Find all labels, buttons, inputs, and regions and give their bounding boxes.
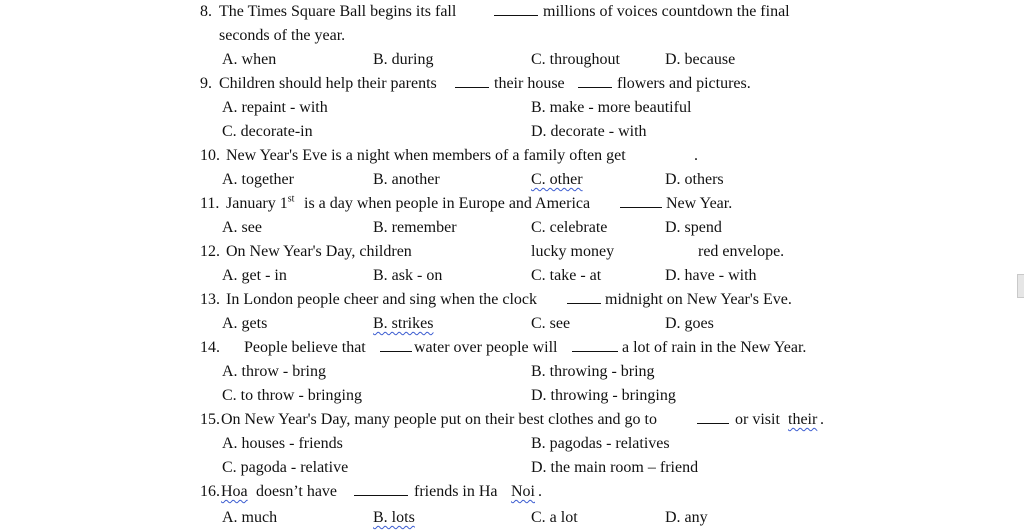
option-c: C. decorate-in	[222, 123, 313, 140]
option-d: D. spend	[665, 219, 722, 236]
question-number: 11.	[200, 195, 220, 212]
option-a: A. throw - bring	[222, 363, 326, 380]
option-c: C. a lot	[531, 509, 578, 526]
question-text: The Times Square Ball begins its fall	[219, 3, 457, 20]
question-number: 8.	[200, 3, 212, 20]
option-a: A. get - in	[222, 267, 287, 284]
option-c: C. see	[531, 315, 571, 332]
question-text: water over people will	[414, 339, 558, 356]
question-text: Noi	[511, 483, 535, 500]
option-d: D. throwing - bringing	[531, 387, 676, 404]
question-number: 15.	[200, 411, 220, 428]
option-b: B. another	[373, 171, 440, 188]
question-number: 13.	[200, 291, 220, 308]
question-text: .	[538, 483, 542, 500]
question-text: midnight on New Year's Eve.	[605, 291, 792, 308]
option-d: D. any	[665, 509, 708, 526]
question-text: Hoa	[221, 483, 248, 500]
option-b: B. lots	[373, 509, 415, 526]
question-number: 14.	[200, 339, 220, 356]
answer-blank	[455, 72, 489, 88]
option-d: D. goes	[665, 315, 714, 332]
question-text: or visit	[735, 411, 780, 428]
option-b: B. ask - on	[373, 267, 443, 284]
answer-blank	[494, 0, 538, 16]
option-b: B. throwing - bring	[531, 363, 655, 380]
option-b: B. make - more beautiful	[531, 99, 692, 116]
answer-blank	[620, 192, 662, 208]
option-c: C. throughout	[531, 51, 620, 68]
option-c: C. other	[531, 171, 583, 188]
question-text: On New Year's Day, children	[226, 243, 412, 260]
question-text: New Year's Eve is a night when members of a family often get	[226, 147, 626, 164]
answer-blank	[380, 336, 412, 352]
option-d: D. others	[665, 171, 724, 188]
question-text: their house	[494, 75, 565, 92]
answer-blank	[697, 408, 729, 424]
question-text: seconds of the year.	[219, 27, 346, 44]
option-b: B. pagodas - relatives	[531, 435, 670, 452]
option-b: B. strikes	[373, 315, 434, 332]
ordinal-suffix: st	[287, 193, 295, 205]
question-text	[226, 192, 294, 216]
question-number: 9.	[200, 75, 212, 92]
question-text: flowers and pictures.	[617, 75, 751, 92]
option-a: A. gets	[222, 315, 268, 332]
answer-blank	[578, 72, 612, 88]
question-text: .	[694, 147, 698, 164]
option-d: D. decorate - with	[531, 123, 647, 140]
question-text: lucky money	[531, 243, 615, 260]
question-text: .	[820, 411, 824, 428]
option-a: A. repaint - with	[222, 99, 328, 116]
question-number: 10.	[200, 147, 220, 164]
question-text-part: January 1	[226, 195, 288, 212]
question-text: On New Year's Day, many people put on their best clothes and go to	[221, 411, 657, 428]
answer-blank	[354, 480, 408, 496]
option-c: C. take - at	[531, 267, 602, 284]
question-text: People believe that	[244, 339, 366, 356]
option-a: A. when	[222, 51, 277, 68]
option-a: A. together	[222, 171, 294, 188]
question-text: a lot of rain in the New Year.	[622, 339, 807, 356]
option-b: B. during	[373, 51, 434, 68]
scrollbar-handle[interactable]	[1017, 274, 1024, 298]
question-number: 16.	[200, 483, 220, 500]
answer-blank	[572, 336, 618, 352]
option-a: A. houses - friends	[222, 435, 343, 452]
question-text: New Year.	[666, 195, 733, 212]
question-number: 12.	[200, 243, 220, 260]
option-c: C. celebrate	[531, 219, 608, 236]
question-text: millions of voices countdown the final	[543, 3, 790, 20]
option-d: D. because	[665, 51, 736, 68]
question-text: red envelope.	[698, 243, 785, 260]
question-text: their	[788, 411, 818, 428]
option-b: B. remember	[373, 219, 457, 236]
question-text: Children should help their parents	[219, 75, 437, 92]
option-d: D. the main room – friend	[531, 459, 699, 476]
question-text: doesn’t have	[256, 483, 338, 500]
option-c: C. to throw - bringing	[222, 387, 362, 404]
option-a: A. much	[222, 509, 278, 526]
option-c: C. pagoda - relative	[222, 459, 349, 476]
question-text: In London people cheer and sing when the clock	[226, 291, 538, 308]
question-text: friends in Ha	[414, 483, 498, 500]
question-text: is a day when people in Europe and America	[304, 195, 591, 212]
option-d: D. have - with	[665, 267, 757, 284]
answer-blank	[567, 288, 601, 304]
option-a: A. see	[222, 219, 262, 236]
